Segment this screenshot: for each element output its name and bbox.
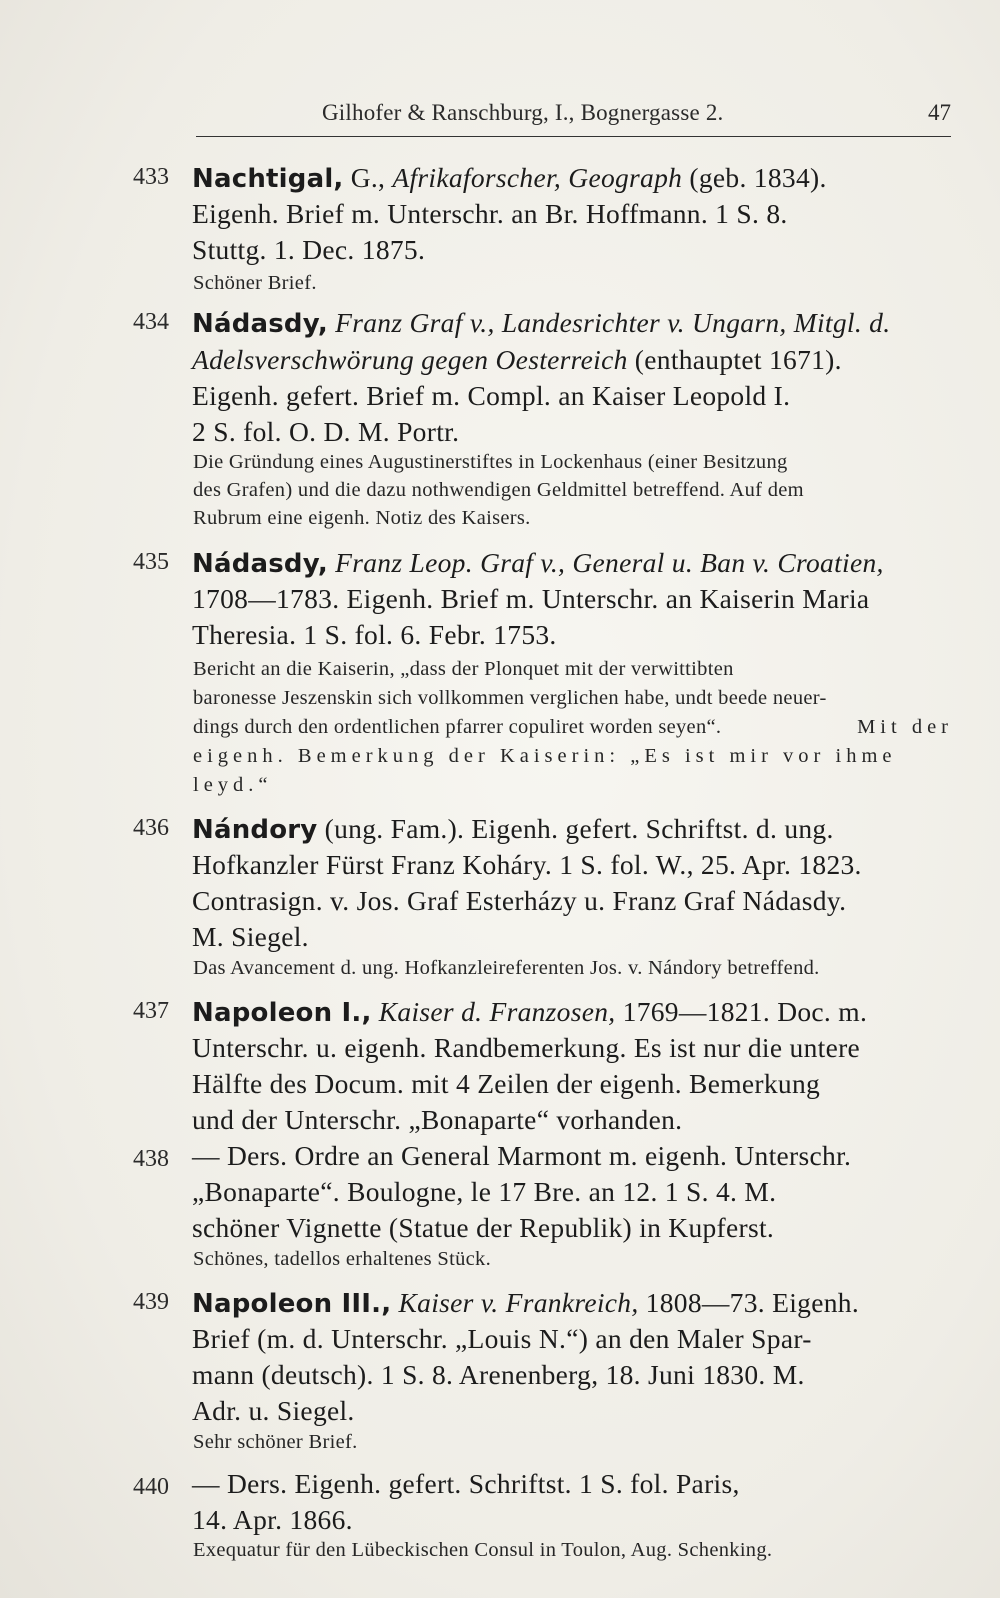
- entry-number: 437: [133, 998, 169, 1024]
- entry-note: Sehr schöner Brief.: [193, 1431, 358, 1453]
- entry-line: und der Unterschr. „Bonaparte“ vorhanden.: [192, 1104, 683, 1135]
- entry-line: 14. Apr. 1866.: [192, 1504, 353, 1535]
- entry-line: Brief (m. d. Unterschr. „Louis N.“) an den Maler Spar-: [192, 1323, 812, 1354]
- entry-line: schöner Vignette (Statue der Republik) in Kupferst.: [192, 1212, 775, 1243]
- entry-line: Napoleon I., Kaiser d. Franzosen, 1769—1821. Doc. m.: [192, 996, 868, 1028]
- entry-note: leyd.“: [193, 774, 273, 796]
- entry-line: Eigenh. Brief m. Unterschr. an Br. Hoffmann. 1 S. 8.: [192, 198, 788, 229]
- entry-line: Stuttg. 1. Dec. 1875.: [192, 234, 426, 265]
- entry-line: Hofkanzler Fürst Franz Koháry. 1 S. fol. W., 25. Apr. 1823.: [192, 849, 862, 880]
- entry-note: des Grafen) und die dazu nothwendigen Geldmittel betreffend. Auf dem: [193, 479, 804, 501]
- entry-note: Bericht an die Kaiserin, „dass der Plonquet mit der verwittibten: [193, 658, 734, 680]
- entry-number: 433: [133, 164, 169, 190]
- entry-number: 436: [133, 815, 169, 841]
- entry-line: 2 S. fol. O. D. M. Portr.: [192, 416, 460, 447]
- entry-note: Das Avancement d. ung. Hofkanzleireferenten Jos. v. Nándory betreffend.: [193, 957, 820, 979]
- page-number: 47: [928, 100, 951, 125]
- entry-name: Napoleon I.,: [192, 998, 372, 1028]
- entry-name: Nádasdy,: [192, 549, 328, 579]
- entry-number: 439: [133, 1289, 169, 1315]
- header-publisher: Gilhofer & Ranschburg, I., Bognergasse 2.: [322, 100, 724, 125]
- entry-note: Exequatur für den Lübeckischen Consul in Toulon, Aug. Schenking.: [193, 1539, 773, 1561]
- entry-number: 440: [133, 1474, 169, 1500]
- entry-number: 438: [133, 1146, 169, 1172]
- entry-number: 434: [133, 309, 169, 335]
- entry-line: „Bonaparte“. Boulogne, le 17 Bre. an 12. 1 S. 4. M.: [192, 1176, 777, 1207]
- entry-line: — Ders. Ordre an General Marmont m. eigenh. Unterschr.: [192, 1140, 852, 1171]
- entry-note: Schönes, tadellos erhaltenes Stück.: [193, 1248, 492, 1270]
- entry-line: Unterschr. u. eigenh. Randbemerkung. Es ist nur die untere: [192, 1032, 861, 1063]
- entry-line: Theresia. 1 S. fol. 6. Febr. 1753.: [192, 619, 557, 650]
- entry-note: baronesse Jeszenskin sich vollkommen verglichen habe, undt beede neuer-: [193, 687, 827, 709]
- entry-number: 435: [133, 549, 169, 575]
- running-header: [196, 96, 951, 137]
- entry-line: Adelsverschwörung gegen Oesterreich (enthauptet 1671).: [192, 344, 842, 375]
- entry-line: Nándory (ung. Fam.). Eigenh. gefert. Schriftst. d. ung.: [192, 813, 834, 845]
- entry-line: Hälfte des Docum. mit 4 Zeilen der eigenh. Bemerkung: [192, 1068, 821, 1099]
- entry-line: Nádasdy, Franz Leop. Graf v., General u. Ban v. Croatien,: [192, 547, 884, 579]
- entry-note: Rubrum eine eigenh. Notiz des Kaisers.: [193, 507, 531, 529]
- entry-note: Die Gründung eines Augustinerstiftes in Lockenhaus (einer Besitzung: [193, 451, 788, 473]
- entry-line: — Ders. Eigenh. gefert. Schriftst. 1 S. fol. Paris,: [192, 1468, 740, 1499]
- entry-name: Nándory: [192, 815, 318, 845]
- entry-line: M. Siegel.: [192, 921, 309, 952]
- entry-line: mann (deutsch). 1 S. 8. Arenenberg, 18. Juni 1830. M.: [192, 1359, 805, 1390]
- entry-line: Nádasdy, Franz Graf v., Landesrichter v. Ungarn, Mitgl. d.: [192, 307, 891, 339]
- entry-name: Nachtigal,: [192, 164, 344, 194]
- entry-note: eigenh. Bemerkung der Kaiserin: „Es ist mir vor ihme: [193, 745, 897, 767]
- entry-line: Nachtigal, G., Afrikaforscher, Geograph (geb. 1834).: [192, 162, 827, 194]
- entry-note: Schöner Brief.: [193, 272, 317, 294]
- entry-note-line: dings durch den ordentlichen pfarrer copuliret worden seyen“. Mit der: [193, 716, 953, 738]
- entry-name: Nádasdy,: [192, 309, 328, 339]
- entry-name: Napoleon III.,: [192, 1289, 392, 1319]
- entry-line: Contrasign. v. Jos. Graf Esterházy u. Franz Graf Nádasdy.: [192, 885, 847, 916]
- entry-line: Eigenh. gefert. Brief m. Compl. an Kaiser Leopold I.: [192, 380, 791, 411]
- entry-line: Napoleon III., Kaiser v. Frankreich, 1808—73. Eigenh.: [192, 1287, 859, 1319]
- entry-line: Adr. u. Siegel.: [192, 1395, 355, 1426]
- entry-line: 1708—1783. Eigenh. Brief m. Unterschr. an Kaiserin Maria: [192, 583, 870, 614]
